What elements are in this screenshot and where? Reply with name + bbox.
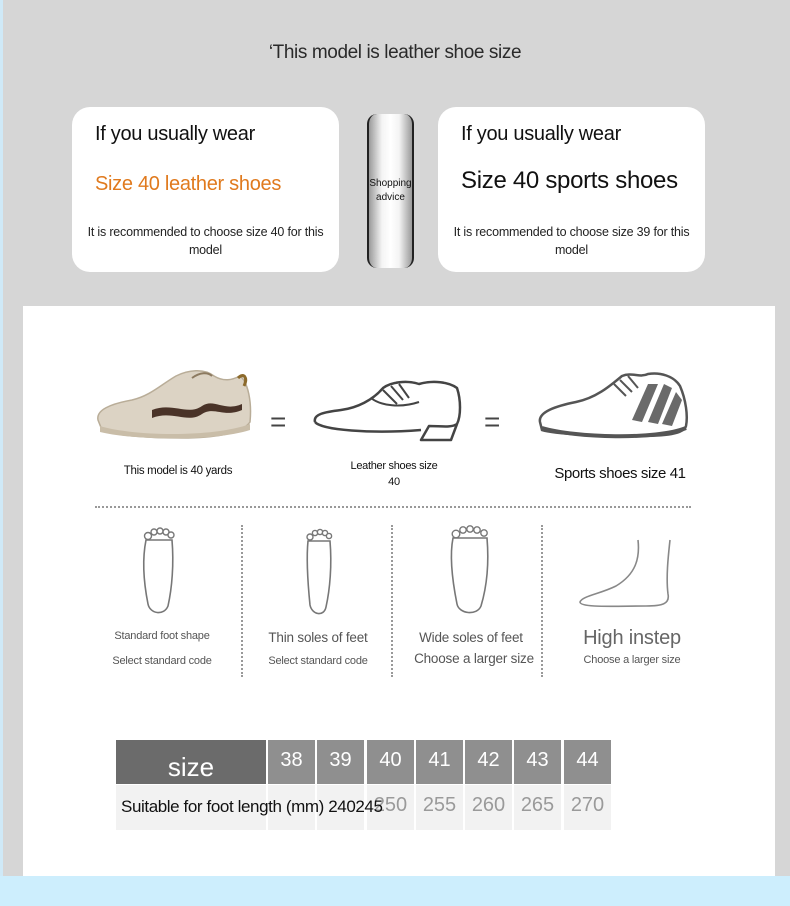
size-cell: 41 bbox=[416, 740, 463, 784]
size-header-cell: size bbox=[116, 740, 266, 784]
foot-type-advice: Choose a larger size bbox=[583, 654, 681, 666]
length-cell: 270 bbox=[564, 785, 611, 830]
card-recommendation: It is recommended to choose size 40 for this model bbox=[87, 225, 324, 257]
sports-caption: Sports shoes size 41 bbox=[554, 465, 686, 482]
equals-sign: = bbox=[484, 406, 501, 437]
foot-length-label: Suitable for foot length (mm) 240245 bbox=[121, 797, 383, 816]
foot-type-name: Standard foot shape bbox=[114, 630, 210, 642]
foot-type-advice: Choose a larger size bbox=[414, 651, 534, 666]
size-cell: 42 bbox=[465, 740, 512, 784]
equals-sign: = bbox=[270, 406, 287, 437]
dotted-divider bbox=[541, 525, 543, 677]
size-cell: 38 bbox=[268, 740, 315, 784]
leather-shoe-advice-card bbox=[72, 107, 339, 272]
length-cell: 265 bbox=[514, 785, 561, 830]
page-title: ‘This model is leather shoe size bbox=[268, 42, 522, 63]
sports-shoe-advice-card bbox=[438, 107, 705, 272]
card-wear-text: If you usually wear bbox=[95, 123, 255, 145]
dotted-divider bbox=[241, 525, 243, 677]
foot-type-name: High instep bbox=[583, 627, 681, 649]
size-cell: 43 bbox=[514, 740, 561, 784]
leather-caption: Leather shoes size 40 bbox=[350, 460, 438, 488]
wide-foot-icon bbox=[447, 522, 491, 616]
left-edge-strip bbox=[0, 0, 3, 906]
length-cell: 255 bbox=[416, 785, 463, 830]
size-cell: 44 bbox=[564, 740, 611, 784]
dotted-divider bbox=[95, 506, 691, 508]
size-cell: 40 bbox=[367, 740, 414, 784]
card-size-line: Size 40 leather shoes bbox=[95, 173, 282, 195]
dotted-divider bbox=[391, 525, 393, 677]
card-wear-text: If you usually wear bbox=[461, 123, 621, 145]
product-caption: This model is 40 yards bbox=[123, 465, 233, 477]
length-cell: 250 bbox=[367, 785, 414, 830]
shopping-advice-label: Shopping advice bbox=[369, 178, 412, 203]
shopping-advice-badge bbox=[367, 114, 414, 268]
card-size-line: Size 40 sports shoes bbox=[461, 167, 678, 194]
size-cell: 39 bbox=[317, 740, 364, 784]
foot-type-advice: Select standard code bbox=[112, 655, 212, 667]
high-instep-foot-icon bbox=[576, 538, 674, 610]
product-shoe-image bbox=[92, 362, 256, 442]
foot-type-name: Thin soles of feet bbox=[268, 630, 368, 645]
thin-foot-icon bbox=[302, 525, 336, 617]
leather-shoe-icon bbox=[311, 376, 463, 442]
foot-type-name: Wide soles of feet bbox=[419, 630, 523, 645]
length-cell: 260 bbox=[465, 785, 512, 830]
standard-foot-icon bbox=[138, 524, 178, 616]
bottom-band bbox=[0, 876, 790, 906]
card-recommendation: It is recommended to choose size 39 for this model bbox=[453, 225, 690, 257]
foot-type-advice: Select standard code bbox=[268, 655, 368, 667]
sports-shoe-icon bbox=[536, 370, 690, 442]
